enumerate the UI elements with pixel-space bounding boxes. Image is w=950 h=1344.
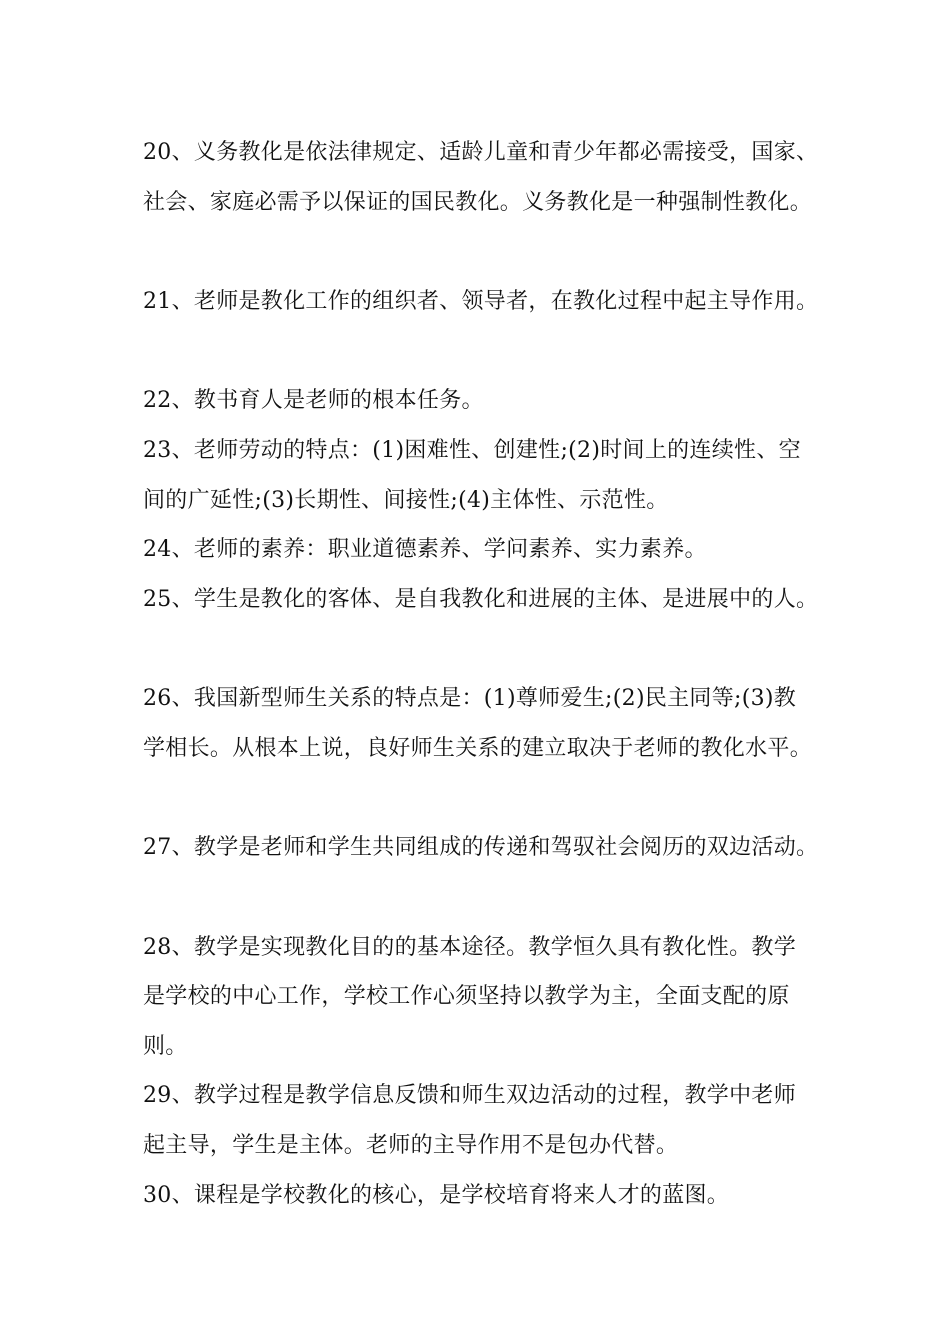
paragraph-23-line-2: 间的广延性;(3)长期性、间接性;(4)主体性、示范性。	[143, 488, 669, 513]
paragraph-26-line-2: 学相长。从根本上说，良好师生关系的建立取决于老师的教化水平。	[143, 736, 813, 761]
paragraph-26-line-1: 26、我国新型师生关系的特点是：(1)尊师爱生;(2)民主同等;(3)教	[143, 686, 797, 711]
paragraph-20-line-2: 社会、家庭必需予以保证的国民教化。义务教化是一种强制性教化。	[143, 190, 813, 215]
paragraph-28-line-1: 28、教学是实现教化目的的基本途径。教学恒久具有教化性。教学	[143, 935, 796, 960]
paragraph-23-line-1: 23、老师劳动的特点：(1)困难性、创建性;(2)时间上的连续性、空	[143, 438, 801, 463]
paragraph-29-line-2: 起主导，学生是主体。老师的主导作用不是包办代替。	[143, 1133, 679, 1158]
paragraph-28-line-2: 是学校的中心工作，学校工作心须坚持以教学为主，全面支配的原	[143, 984, 790, 1009]
paragraph-28-line-3: 则。	[143, 1034, 188, 1059]
paragraph-25-line-1: 25、学生是教化的客体、是自我教化和进展的主体、是进展中的人。	[143, 587, 819, 612]
paragraph-22-line-1: 22、教书育人是老师的根本任务。	[143, 388, 484, 413]
paragraph-30-line-1: 30、课程是学校教化的核心，是学校培育将来人才的蓝图。	[143, 1183, 730, 1208]
paragraph-24-line-1: 24、老师的素养：职业道德素养、学问素养、实力素养。	[143, 537, 707, 562]
paragraph-20-line-1: 20、义务教化是依法律规定、适龄儿童和青少年都必需接受，国家、	[143, 140, 819, 165]
paragraph-21-line-1: 21、老师是教化工作的组织者、领导者，在教化过程中起主导作用。	[143, 289, 819, 314]
paragraph-27-line-1: 27、教学是老师和学生共同组成的传递和驾驭社会阅历的双边活动。	[143, 835, 819, 860]
paragraph-29-line-1: 29、教学过程是教学信息反馈和师生双边活动的过程，教学中老师	[143, 1083, 796, 1108]
